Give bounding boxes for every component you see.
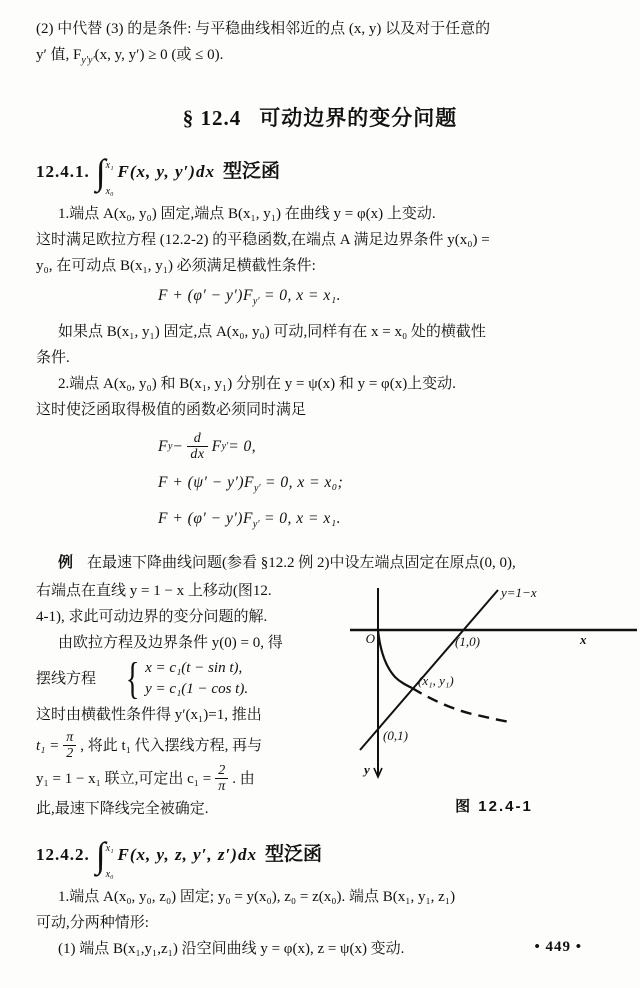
transversality-formula-x1 — [158, 506, 604, 538]
example-line-fraction — [36, 763, 348, 794]
fraction-denominator: 2 — [66, 746, 74, 761]
x-axis-label: x — [580, 632, 587, 647]
cycloid-solid — [378, 630, 412, 688]
formula-text: = 0, x = x₀; — [260, 474, 344, 491]
formula-text: = 0, — [228, 437, 257, 455]
formula-text: − — [172, 437, 184, 455]
derivative-fraction — [187, 431, 207, 462]
line-equation-label: y=1−x — [501, 585, 537, 600]
example-line: 这时由横截性条件得 y′(x₁)=1, 推出 — [36, 707, 262, 723]
formula-text: F + (ψ′ − y′)F — [158, 474, 254, 491]
formula-text: F + (φ′ − y′)F — [158, 510, 253, 527]
subsection-number: 12.4.1. — [36, 162, 90, 181]
figure-12-4-1 — [348, 580, 640, 820]
paragraph: 如果点 B(x₁, y₁) 固定,点 A(x₀, y₀) 可动,同样有在 x = x₀ 处的横截性 — [58, 324, 486, 340]
example-text: 在最速下降曲线问题(参看 §12.2 例 2)中设左端点固定在原点(0, 0), — [87, 555, 516, 571]
origin-label: O — [365, 631, 375, 646]
figure-column — [348, 578, 640, 822]
cycloid-label: 摆线方程 — [36, 671, 97, 687]
subsection-heading-1241 — [36, 152, 604, 197]
integral-limits — [105, 153, 114, 197]
integral-lower-limit: x₀ — [105, 186, 114, 197]
euler-equation — [158, 431, 604, 462]
section-title: 可动边界的变分问题 — [259, 107, 458, 130]
paragraph: y₀, 在可动点 B(x₁, y₁) 必须满足横截性条件: — [36, 258, 316, 274]
functional-type-label: 型泛函 — [264, 844, 322, 865]
boundary-line — [360, 590, 498, 750]
transversality-formula-x0 — [158, 470, 604, 502]
formula-text: = 0, x = x₁. — [259, 510, 342, 527]
example-label: 例 — [58, 554, 74, 571]
fraction-denominator: dx — [190, 447, 205, 462]
integral-sign: ∫ — [95, 152, 106, 192]
paragraph: 条件. — [36, 350, 70, 366]
cycloid-equations — [36, 654, 348, 703]
intro-line-2-post: (x, y, y′) ≥ 0 (或 ≤ 0). — [94, 47, 224, 63]
example-line: 此,最速下降线完全被确定. — [36, 801, 209, 817]
integral-upper-limit: x₁ — [105, 160, 114, 171]
example-line-fraction — [36, 730, 348, 761]
fraction-denominator: π — [218, 779, 226, 794]
subsection-heading-1242 — [36, 835, 604, 880]
y-axis-label: y — [364, 762, 370, 777]
example-text: . 由 — [232, 770, 255, 787]
example-text: , 将此 t₁ 代入摆线方程, 再与 — [80, 737, 263, 754]
page-number: • 449 • — [534, 939, 582, 955]
example-two-column-region — [36, 578, 604, 822]
integral-limits — [105, 836, 114, 880]
cycloid-dashed — [412, 688, 510, 722]
paragraph: (1) 端点 B(x₁,y₁,z₁) 沿空间曲线 y = φ(x), z = ψ(x) 变动. — [58, 941, 405, 957]
formula-subscript: y′ — [253, 483, 261, 494]
subsection-number: 12.4.2. — [36, 845, 90, 864]
formula-subscript: y — [167, 440, 173, 452]
example-line: 右端点在直线 y = 1 − x 上移动(图12. — [36, 583, 272, 599]
example-text: y₁ = 1 − x₁ 联立,可定出 c₁ = — [36, 770, 212, 787]
integrand: F(x, y, z, y′, z′)dx — [117, 845, 257, 864]
intro-line-2 — [36, 42, 604, 74]
example-first-line — [36, 550, 604, 576]
formula-subscript: y′ — [252, 519, 260, 530]
paragraph: 1.端点 A(x₀, y₀, z₀) 固定; y₀ = y(x₀), z₀ = z(x₀). 端点 B(x₁, y₁, z₁) — [58, 889, 456, 905]
fraction-numerator: π — [63, 730, 76, 746]
intro-line-2-subscript: y′y′ — [81, 55, 95, 66]
intro-line-2-pre: y′ 值, F — [36, 47, 82, 63]
example-text-column — [36, 578, 348, 822]
paragraph: 1.端点 A(x₀, y₀) 固定,端点 B(x₁, y₁) 在曲线 y = φ(x) 上变动. — [58, 206, 436, 222]
intro-line-1: (2) 中代替 (3) 的是条件: 与平稳曲线相邻近的点 (x, y) 以及对于任意的 — [36, 21, 491, 37]
integrand: F(x, y, y′)dx — [117, 162, 215, 181]
point-x1-y1-label: (x₁, y₁) — [418, 673, 454, 688]
fraction-numerator: d — [187, 431, 207, 447]
transversality-formula — [158, 283, 604, 315]
integral-lower-limit: x₀ — [105, 869, 114, 880]
formula-subscript: y′ — [252, 296, 260, 307]
point-0-1-label: (0,1) — [383, 728, 408, 743]
example-line: 4-1), 求此可动边界的变分问题的解. — [36, 609, 268, 625]
formula-text: F — [158, 437, 168, 455]
functional-type-label: 型泛函 — [222, 161, 280, 182]
figure-plot — [348, 580, 640, 792]
section-number: § 12.4 — [182, 106, 242, 130]
two-over-pi-fraction — [215, 763, 228, 794]
paragraph: 可动,分两种情形: — [36, 915, 149, 931]
formula-text: = 0, x = x₁. — [259, 287, 342, 304]
equation-system — [122, 654, 249, 703]
formula-text: F + (φ′ − y′)F — [158, 287, 253, 304]
point-1-0-label: (1,0) — [455, 634, 480, 649]
formula-text: F — [211, 437, 222, 455]
paragraph: 2.端点 A(x₀, y₀) 和 B(x₁, y₁) 分别在 y = ψ(x) 和 y = φ(x)上变动. — [58, 376, 456, 392]
brace-glyph: { — [125, 654, 140, 703]
equation-system-lines — [145, 658, 248, 700]
section-heading — [36, 106, 604, 131]
cycloid-eq-x: x = c₁(t − sin t), — [145, 660, 243, 676]
integral-upper-limit: x₁ — [105, 843, 114, 854]
example-line: 由欧拉方程及边界条件 y(0) = 0, 得 — [58, 635, 283, 651]
fraction-numerator: 2 — [215, 763, 228, 779]
formula-text: t₁ = — [36, 737, 60, 754]
figure-caption: 图 12.4-1 — [455, 798, 533, 815]
pi-over-2-fraction — [63, 730, 76, 761]
integral-sign: ∫ — [95, 835, 106, 875]
formula-subscript: y′ — [221, 440, 229, 452]
paragraph: 这时使泛函取得极值的函数必须同时满足 — [36, 402, 307, 418]
paragraph: 这时满足欧拉方程 (12.2-2) 的平稳函数,在端点 A 满足边界条件 y(x₀) = — [36, 232, 490, 248]
cycloid-eq-y: y = c₁(1 − cos t). — [145, 681, 249, 697]
